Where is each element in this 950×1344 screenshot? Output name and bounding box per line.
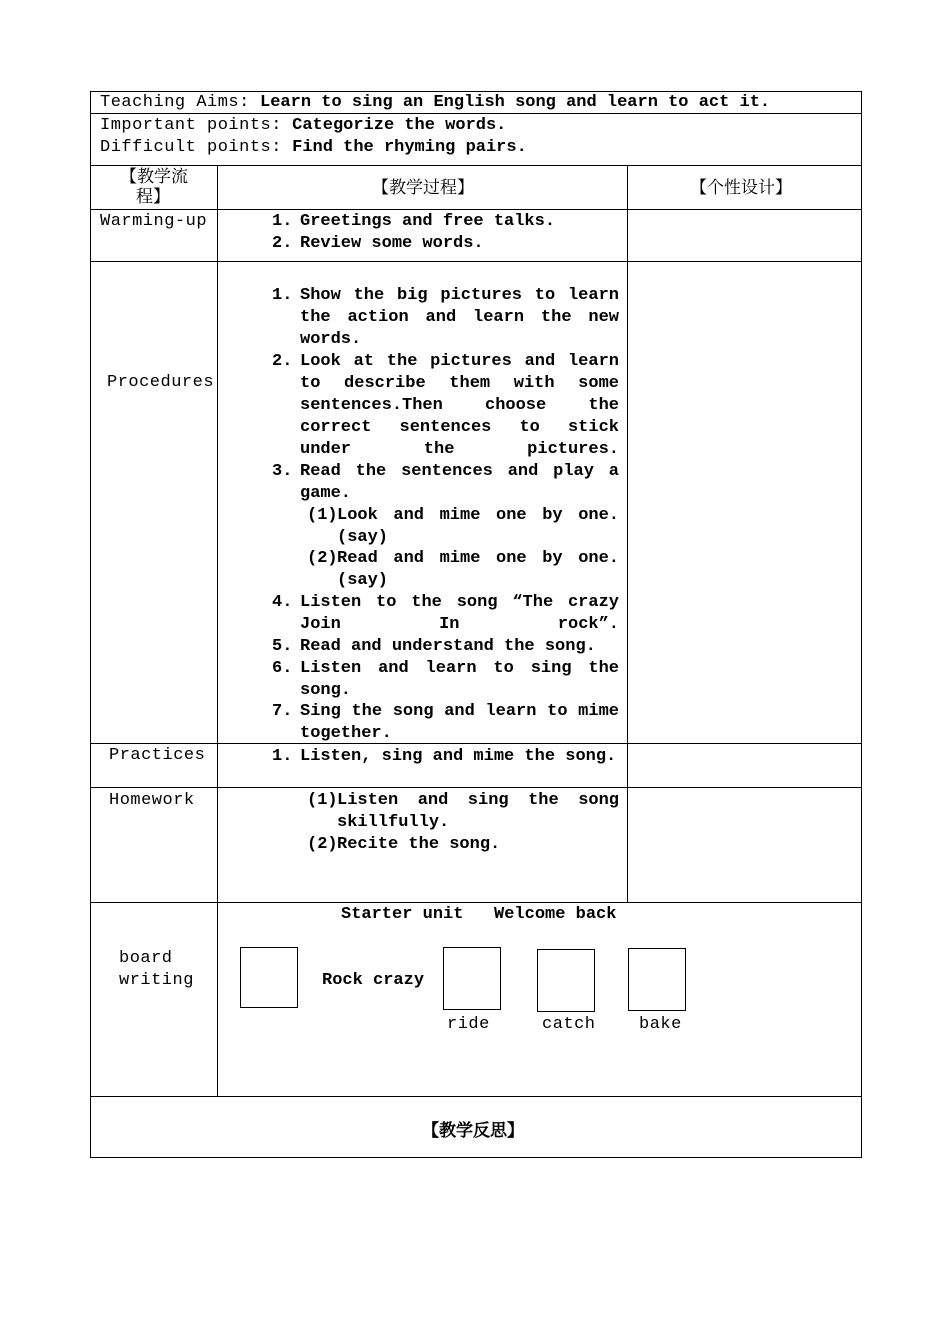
header-flow-line1: 【教学流: [120, 167, 188, 187]
header-design: 【个性设计】: [690, 178, 792, 198]
procedure-number: 2.: [272, 352, 293, 371]
picture-box: [240, 947, 298, 1008]
procedure-item-1: Show the big pictures to learn the action and learn the new words.: [300, 286, 619, 349]
difficult-points-label: Difficult points:: [100, 138, 282, 157]
board-word-catch: catch: [542, 1015, 596, 1034]
picture-box: [443, 947, 501, 1010]
board-rock-crazy: Rock crazy: [322, 971, 425, 990]
procedures-label: Procedures: [107, 373, 215, 392]
board-label-line2: writing: [119, 971, 194, 990]
important-points-label: Important points:: [100, 116, 282, 135]
board-word-bake: bake: [639, 1015, 682, 1034]
practices-label: Practices: [109, 746, 206, 765]
table-border: [90, 91, 91, 1158]
procedure-number: 4.: [272, 593, 293, 612]
table-border: [627, 165, 628, 902]
header-process: 【教学过程】: [372, 178, 474, 198]
table-border: [90, 261, 862, 262]
procedure-item-5: Read and understand the song.: [300, 637, 596, 656]
picture-box: [537, 949, 595, 1012]
difficult-points: [100, 137, 527, 159]
homework-sub-1: Listen and sing the song skillfully.: [337, 791, 619, 832]
practice-item-1: Listen, sing and mime the song.: [300, 747, 617, 766]
table-border: [90, 902, 862, 903]
warming-item: Greetings and free talks.: [300, 212, 556, 231]
procedure-item-7: Sing the song and learn to mime together.: [300, 702, 619, 743]
warming-item-number: 1.: [272, 212, 293, 231]
warming-item: Review some words.: [300, 234, 484, 253]
board-title: Starter unit Welcome back: [341, 905, 617, 924]
homework-sub-number: (1): [307, 791, 338, 810]
procedure-number: 1.: [272, 286, 293, 305]
teaching-aims-label: Teaching Aims:: [100, 93, 250, 112]
important-points: [100, 115, 506, 137]
warming-up-label: Warming-up: [100, 212, 208, 231]
procedure-item-6: Listen and learn to sing the song.: [300, 659, 619, 700]
procedure-number: 3.: [272, 462, 293, 481]
procedure-item-4: Listen to the song “The crazy Join In rock”.: [300, 593, 619, 634]
table-border: [90, 787, 862, 788]
teaching-aims-value: Learn to sing an English song and learn to act it.: [260, 93, 771, 112]
procedure-sub-1: Look and mime one by one.(say): [337, 506, 619, 547]
procedure-number: 6.: [272, 659, 293, 678]
procedure-item-2: Look at the pictures and learn to describe them with some sentences.Then choose the correct sentences to stick under the pictures.: [300, 352, 619, 459]
homework-label: Homework: [109, 791, 195, 810]
board-label-line1: board: [119, 949, 173, 968]
table-border: [217, 165, 218, 1096]
picture-box: [628, 948, 686, 1011]
homework-sub-number: (2): [307, 835, 338, 854]
procedure-sub-number: (2): [307, 549, 338, 568]
procedure-number: 5.: [272, 637, 293, 656]
practice-number: 1.: [272, 747, 293, 766]
reflection-label: 【教学反思】: [422, 1121, 524, 1141]
important-points-value: Categorize the words.: [292, 116, 507, 135]
difficult-points-value: Find the rhyming pairs.: [292, 138, 527, 157]
homework-sub-2: Recite the song.: [337, 835, 501, 854]
teaching-aims: [100, 92, 770, 114]
table-border: [90, 209, 862, 210]
table-border: [90, 1096, 862, 1097]
table-border: [90, 165, 862, 166]
procedure-sub-2: Read and mime one by one.(say): [337, 549, 619, 590]
header-flow-line2: 程】: [136, 187, 170, 207]
procedure-item-3: Read the sentences and play a game.: [300, 462, 619, 503]
board-word-ride: ride: [447, 1015, 490, 1034]
warming-item-number: 2.: [272, 234, 293, 253]
procedure-sub-number: (1): [307, 506, 338, 525]
table-border: [90, 1157, 862, 1158]
table-border: [861, 91, 862, 1158]
procedure-number: 7.: [272, 702, 293, 721]
